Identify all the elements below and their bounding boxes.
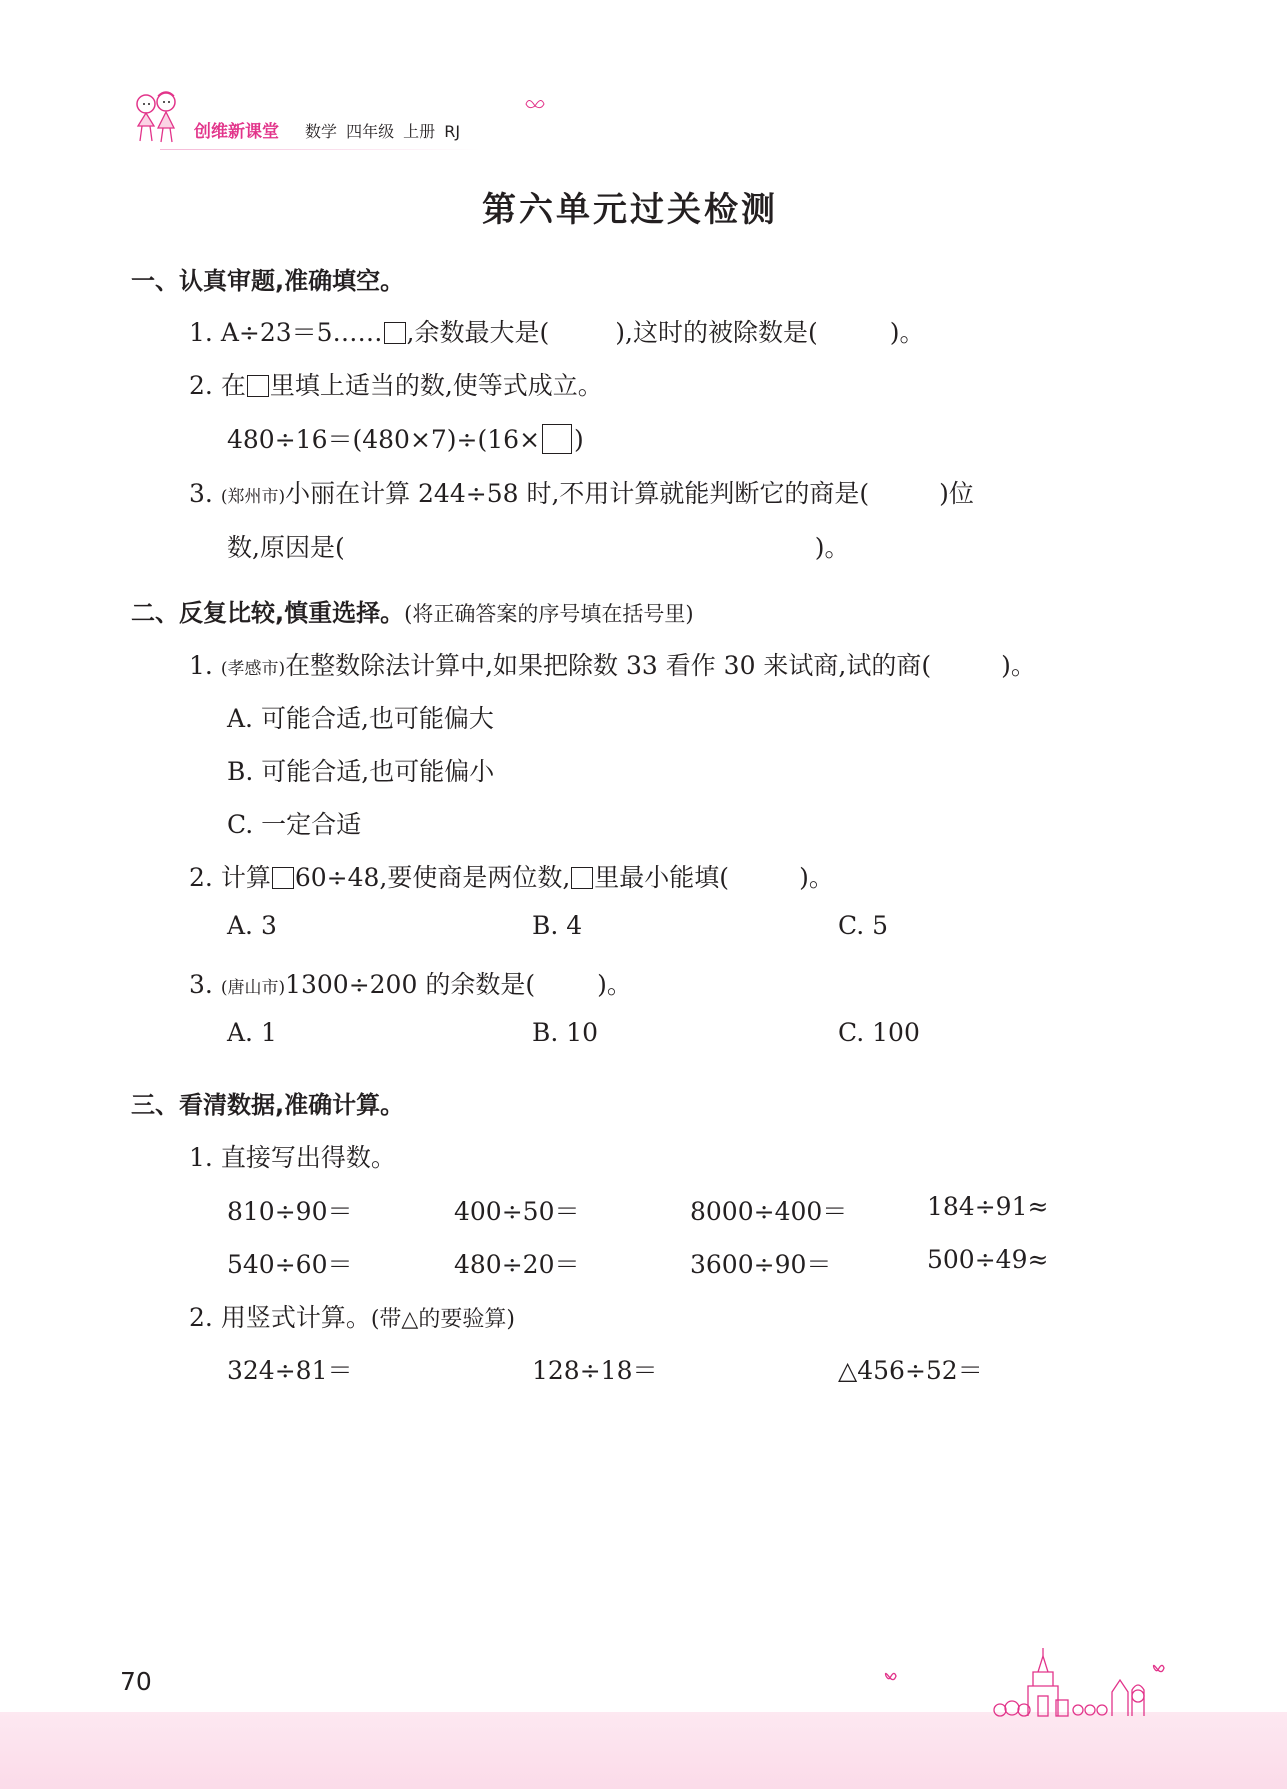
s2-q1 — [189, 646, 1036, 682]
s2-q2-text-c: 里最小能填( — [594, 863, 730, 892]
source-label: (孝感市) — [220, 659, 286, 679]
s3-q1 — [189, 1138, 396, 1174]
section2-heading — [131, 593, 694, 628]
butterfly-icon — [525, 98, 545, 114]
s2-q3-text-a: 1300÷200 的余数是( — [285, 970, 536, 999]
calc-item: 8000÷400＝ — [690, 1197, 848, 1226]
calc-item: 128÷18＝ — [532, 1356, 658, 1385]
question-number: 3. — [189, 970, 213, 999]
book-subject: 数学 四年级 上册 RJ — [305, 122, 461, 141]
calc-item: △456÷52＝ — [838, 1356, 983, 1385]
section3-heading: 三、看清数据,准确计算。 — [131, 1091, 405, 1119]
question-number: 1. — [189, 1143, 213, 1172]
question-number: 1. — [189, 318, 213, 347]
option-a[interactable]: A. 1 — [227, 1018, 277, 1047]
option-c[interactable]: C. 5 — [838, 911, 889, 940]
option-a[interactable]: A. 可能合适,也可能偏大 — [227, 704, 494, 733]
option-b[interactable]: B. 10 — [532, 1018, 599, 1047]
option-b[interactable]: B. 4 — [532, 911, 583, 940]
s3-q2-note: (带△的要验算) — [370, 1307, 515, 1332]
section2-heading-text: 二、反复比较,慎重选择。 — [131, 599, 405, 627]
s2-q3-text-b: )。 — [597, 970, 632, 999]
question-number: 2. — [189, 1303, 213, 1332]
calc-item: 3600÷90＝ — [690, 1250, 832, 1279]
s1-q3-text-b: )位 — [939, 479, 974, 508]
question-number: 2. — [189, 371, 213, 400]
s2-q2-text-d: )。 — [799, 863, 834, 892]
section2-note: (将正确答案的序号填在括号里) — [404, 602, 694, 626]
s1-q2-equation — [227, 420, 584, 456]
s3-q1-text: 直接写出得数。 — [220, 1143, 396, 1172]
s1-q2-text-b: 里填上适当的数,使等式成立。 — [269, 371, 603, 400]
section1-heading: 一、认真审题,准确填空。 — [131, 267, 405, 295]
calc-item: 480÷20＝ — [454, 1250, 580, 1279]
s1-q3 — [189, 474, 974, 510]
s1-q1 — [189, 313, 924, 349]
s2-q2-text-a: 计算 — [220, 863, 271, 892]
box-symbol — [247, 375, 269, 397]
s1-q1-text-d: )。 — [889, 318, 925, 347]
s1-q3-line2-a: 数,原因是( — [227, 533, 345, 562]
question-number: 2. — [189, 863, 213, 892]
s1-q3-line2-b: )。 — [814, 533, 850, 562]
option-c[interactable]: C. 一定合适 — [227, 810, 362, 839]
source-label: (郑州市) — [220, 487, 286, 507]
box-symbol — [272, 867, 294, 889]
s2-q1-text-a: 在整数除法计算中,如果把除数 33 看作 30 来试商,试的商( — [285, 651, 932, 680]
s1-q2 — [189, 366, 603, 402]
equation-blank[interactable] — [542, 424, 572, 454]
page-number: 70 — [120, 1667, 152, 1696]
castle-illustration-icon — [880, 1640, 1180, 1720]
s1-q1-text-a: A÷23＝5…… — [220, 318, 383, 347]
s1-q1-text-b: ,余数最大是( — [406, 318, 550, 347]
s1-q3-line2 — [227, 528, 849, 564]
s1-q3-text-a: 小丽在计算 244÷58 时,不用计算就能判断它的商是( — [285, 479, 870, 508]
calc-item: 184÷91≈ — [927, 1192, 1049, 1221]
box-symbol — [571, 867, 593, 889]
equation-left: 480÷16＝(480×7)÷(16× — [227, 425, 541, 454]
calc-item: 400÷50＝ — [454, 1197, 580, 1226]
question-number: 1. — [189, 651, 213, 680]
page-title: 第六单元过关检测 — [482, 190, 778, 230]
s2-q3 — [189, 965, 632, 1001]
question-number: 3. — [189, 479, 213, 508]
remainder-blank[interactable] — [384, 322, 406, 344]
calc-item: 810÷90＝ — [227, 1197, 353, 1226]
calc-item: 500÷49≈ — [927, 1245, 1049, 1274]
calc-item: 324÷81＝ — [227, 1356, 353, 1385]
option-c[interactable]: C. 100 — [838, 1018, 920, 1047]
s2-q2-text-b: 60÷48,要使商是两位数, — [294, 863, 571, 892]
kids-mascot-icon — [128, 86, 190, 148]
header-rule — [160, 149, 480, 150]
calc-item: 540÷60＝ — [227, 1250, 353, 1279]
s2-q2 — [189, 858, 834, 894]
s2-q1-text-b: )。 — [1001, 651, 1036, 680]
option-b[interactable]: B. 可能合适,也可能偏小 — [227, 757, 495, 786]
s3-q2-text: 用竖式计算。 — [220, 1303, 371, 1332]
s1-q2-text-a: 在 — [220, 371, 246, 400]
s1-q1-text-c: ),这时的被除数是( — [615, 318, 818, 347]
series-brand: 创维新课堂 — [194, 122, 279, 142]
footer-band — [0, 1712, 1287, 1789]
s3-q2 — [189, 1298, 515, 1334]
source-label: (唐山市) — [220, 978, 286, 998]
equation-right: ) — [574, 425, 584, 454]
option-a[interactable]: A. 3 — [227, 911, 277, 940]
